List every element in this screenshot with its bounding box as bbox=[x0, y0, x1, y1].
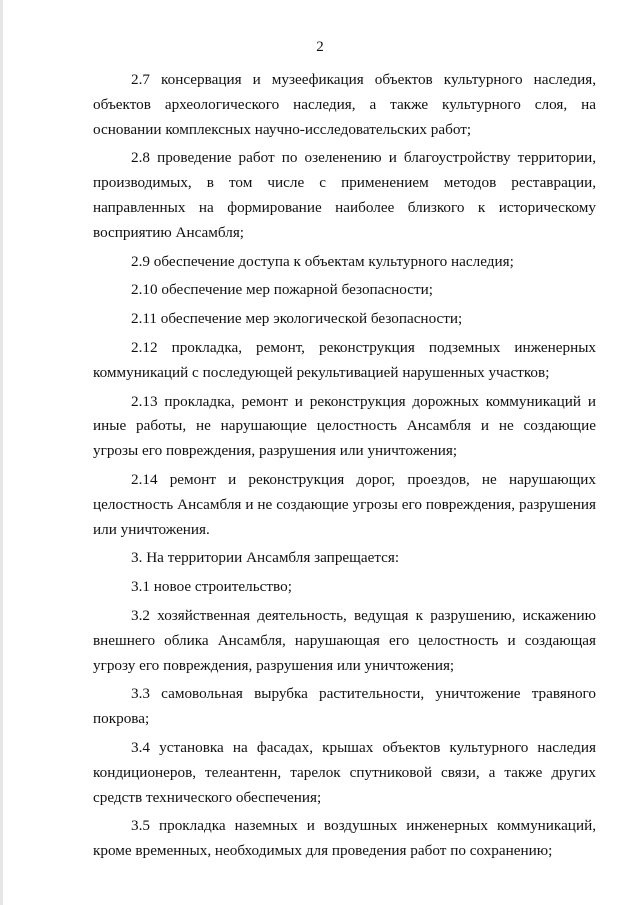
clause-3-4: 3.4 установка на фасадах, крышах объектов культурного наследия кондиционеров, телеантенн, тарелок спутниковой связи, а также других средств технического обеспечения; bbox=[93, 738, 596, 806]
clause-2-10: 2.10 обеспечение мер пожарной безопасности; bbox=[131, 281, 433, 299]
clause-3-1: 3.1 новое строительство; bbox=[131, 578, 292, 596]
clause-2-11: 2.11 обеспечение мер экологической безопасности; bbox=[131, 310, 463, 328]
page-number: 2 bbox=[316, 39, 324, 55]
clause-3-2: 3.2 хозяйственная деятельность, ведущая к разрушению, искажению внешнего облика Ансамбля, нарушающая его целостность и создающая угрозу его повреждения, разрушения или уничтожения; bbox=[93, 606, 596, 674]
clause-2-13: 2.13 прокладка, ремонт и реконструкция дорожных коммуникаций и иные работы, не нарушающие целостность Ансамбля и не создающие угрозы его повреждения, разрушения или уничтожения; bbox=[93, 392, 596, 460]
clause-3-3: 3.3 самовольная вырубка растительности, уничтожение травяного покрова; bbox=[93, 685, 596, 728]
clause-2-8: 2.8 проведение работ по озеленению и благоустройству территории, производимых, в том числе с применением методов реставрации, направленных на формирование наиболее близкого к историческому восприятию Ансамбля; bbox=[93, 149, 596, 241]
document-body bbox=[93, 68, 596, 864]
clause-2-12: 2.12 прокладка, ремонт, реконструкция подземных инженерных коммуникаций с последующей рекультивацией нарушенных участков; bbox=[93, 338, 596, 381]
section-3-heading: 3. На территории Ансамбля запрещается: bbox=[131, 549, 400, 567]
scan-edge bbox=[0, 0, 3, 905]
clause-3-5: 3.5 прокладка наземных и воздушных инженерных коммуникаций, кроме временных, необходимых для проведения работ по сохранению; bbox=[93, 817, 596, 860]
clause-2-9: 2.9 обеспечение доступа к объектам культурного наследия; bbox=[131, 252, 514, 270]
clause-2-14: 2.14 ремонт и реконструкция дорог, проездов, не нарушающих целостность Ансамбля и не создающие угрозы его повреждения, разрушения или уничтожения. bbox=[93, 470, 596, 538]
clause-2-7: 2.7 консервация и музеефикация объектов культурного наследия, объектов археологического наследия, а также культурного слоя, на основании комплексных научно-исследовательских работ; bbox=[93, 71, 596, 138]
